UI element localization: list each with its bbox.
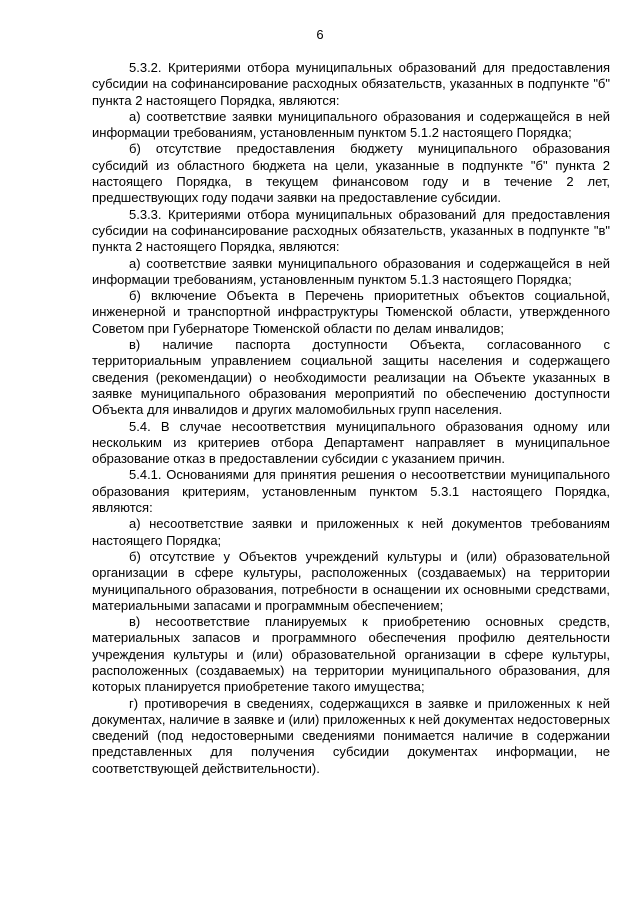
paragraph-5-3-3: 5.3.3. Критериями отбора муниципальных образований для предоставления субсидии на софинансирование расходных обязательств, указанных в подпункте "в" пункта 2 настоящего Порядка, являются: bbox=[92, 206, 610, 255]
paragraph-5-3-2-b: б) отсутствие предоставления бюджету муниципального образования субсидий из областного бюджета на цели, указанные в подпункте "б" пункта 2 настоящего Порядка, в текущем финансовом году и в течение 2 лет, предшествующих году подачи заявки на предоставление субсидии. bbox=[92, 141, 610, 206]
paragraph-5-3-2-a: а) соответствие заявки муниципального образования и содержащейся в ней информации требованиям, установленным пунктом 5.1.2 настоящего Порядка; bbox=[92, 108, 610, 141]
paragraph-5-3-3-b: б) включение Объекта в Перечень приоритетных объектов социальной, инженерной и транспортной инфраструктуры Тюменской области, утвержденного Советом при Губернаторе Тюменской области по делам инвалидов; bbox=[92, 288, 610, 336]
paragraph-5-4-1-b: б) отсутствие у Объектов учреждений культуры и (или) образовательной организации в сфере культуры, расположенных (создаваемых) на территории муниципального образования, потребности в оснащении их основными средствами, материальными запасами и программным обеспечением; bbox=[92, 548, 610, 613]
paragraph-5-4: 5.4. В случае несоответствия муниципального образования одному или нескольким из критериев отбора Департамент направляет в муниципальное образование отказ в предоставлении субсидии с указанием причин. bbox=[92, 418, 610, 467]
paragraph-5-4-1-g: г) противоречия в сведениях, содержащихся в заявке и приложенных к ней документах, наличие в заявке и (или) приложенных к ней документах недостоверных сведений (под недостоверными сведениями понимается наличие в содержании представленных для получения субсидии документах информации, не соответствующей действительности). bbox=[92, 695, 610, 776]
page-number: 6 bbox=[316, 27, 324, 42]
paragraph-5-4-1-v: в) несоответствие планируемых к приобретению основных средств, материальных запасов и программного обеспечения профилю деятельности учреждения культуры и (или) образовательной организации в сфере культуры, расположенных (создаваемых) на территории муниципального образования, для которых планируется приобретение такого имущества; bbox=[92, 614, 610, 695]
paragraph-5-4-1-a: а) несоответствие заявки и приложенных к ней документов требованиям настоящего Порядка; bbox=[92, 516, 610, 548]
paragraph-5-3-3-v: в) наличие паспорта доступности Объекта, согласованного с территориальным управлением социальной защиты населения и содержащего сведения (рекомендации) о необходимости реализации на Объекте указанных в заявке муниципального образования мероприятий по обеспечению доступности Объекта для инвалидов и других маломобильных групп населения. bbox=[92, 337, 610, 418]
paragraph-5-3-3-a: а) соответствие заявки муниципального образования и содержащейся в ней информации требованиям, установленным пунктом 5.1.3 настоящего Порядка; bbox=[92, 255, 610, 287]
paragraph-5-3-2: 5.3.2. Критериями отбора муниципальных образований для предоставления субсидии на софинансирование расходных обязательств, указанных в подпункте "б" пункта 2 настоящего Порядка, являются: bbox=[92, 60, 610, 108]
paragraph-5-4-1: 5.4.1. Основаниями для принятия решения о несоответствии муниципального образования критериям, установленным пунктом 5.3.1 настоящего Порядка, являются: bbox=[92, 467, 610, 516]
document-body bbox=[92, 60, 610, 777]
